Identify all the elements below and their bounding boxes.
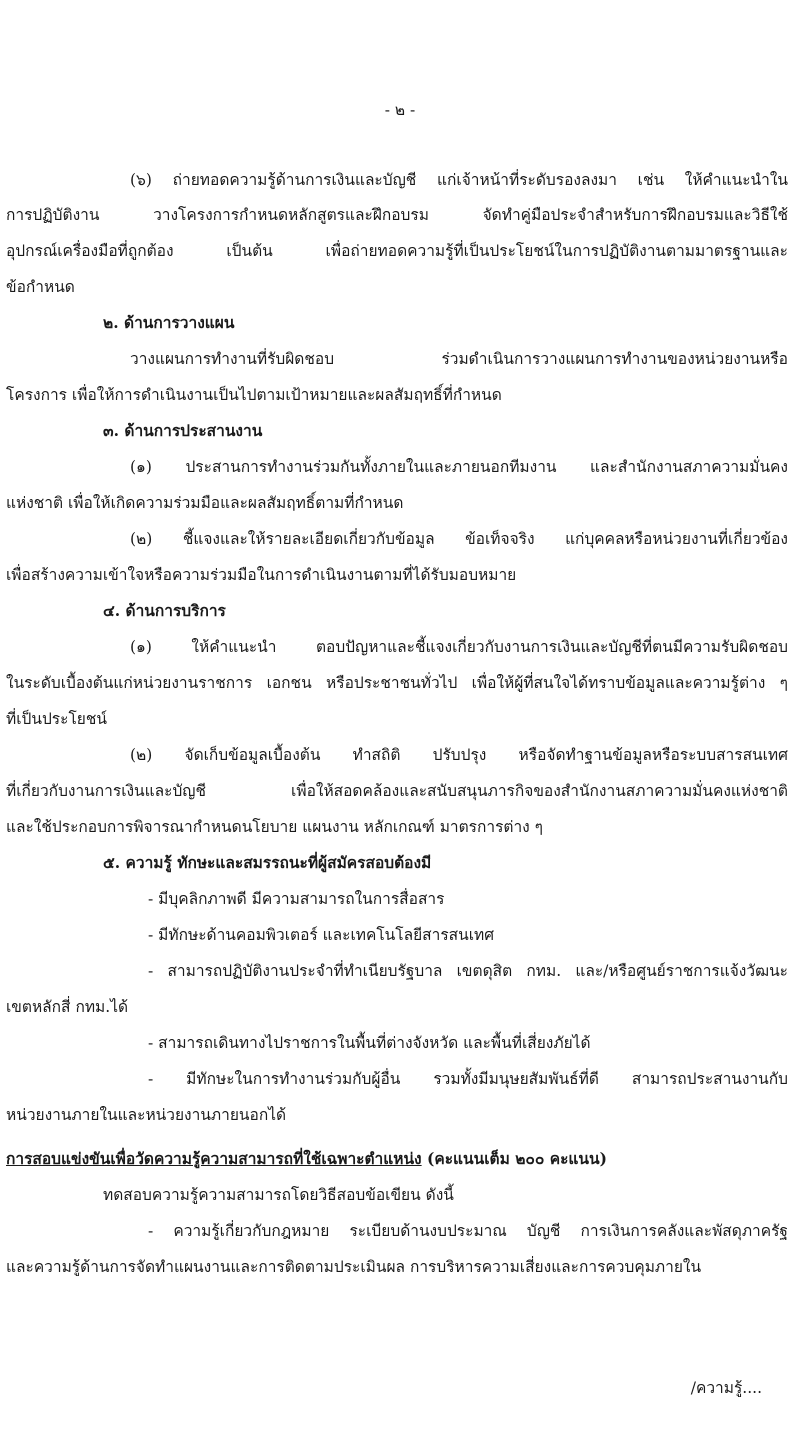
- paragraph-line: หน่วยงานภายในและหน่วยงานภายนอกได้: [6, 1106, 287, 1124]
- paragraph-line: การปฏิบัติงาน วางโครงการกำหนดหลักสูตรและฝึกอบรม จัดทำคู่มือประจำสำหรับการฝึกอบรมและวิธีใช้: [6, 206, 788, 224]
- paragraph-line: และใช้ประกอบการพิจารณากำหนดนโยบาย แผนงาน หลักเกณฑ์ มาตรการต่าง ๆ: [6, 818, 544, 836]
- paragraph-line: อุปกรณ์เครื่องมือที่ถูกต้อง เป็นต้น เพื่อถ่ายทอดความรู้ที่เป็นประโยชน์ในการปฏิบัติงานตามมาตรฐานและ: [6, 242, 788, 260]
- paragraph-line: (๖) ถ่ายทอดความรู้ด้านการเงินและบัญชี แก่เจ้าหน้าที่ระดับรองลงมา เช่น ให้คำแนะนำใน: [130, 171, 788, 189]
- section-heading-planning: ๒. ด้านการวางแผน: [103, 313, 235, 332]
- paragraph-line: ที่เกี่ยวกับงานการเงินและบัญชี เพื่อให้สอดคล้องและสนับสนุนภารกิจของสำนักงานสภาความมั่นคงแห่งชาติ: [6, 782, 788, 800]
- paragraph-line: (๑) ให้คำแนะนำ ตอบปัญหาและชี้แจงเกี่ยวกับงานการเงินและบัญชีที่ตนมีความรับผิดชอบ: [130, 638, 788, 656]
- page-number: - ๒ -: [384, 101, 416, 119]
- bullet-item: - สามารถปฏิบัติงานประจำที่ทำเนียบรัฐบาล เขตดุสิต กทม. และ/หรือศูนย์ราชการแจ้งวัฒนะ: [148, 962, 788, 980]
- paragraph-line: (๒) ชี้แจงและให้รายละเอียดเกี่ยวกับข้อมูล ข้อเท็จจริง แก่บุคคลหรือหน่วยงานที่เกี่ยวข้อง: [130, 530, 788, 548]
- bullet-item: - มีทักษะในการทำงานร่วมกับผู้อื่น รวมทั้งมีมนุษยสัมพันธ์ที่ดี สามารถประสานงานกับ: [148, 1070, 788, 1088]
- paragraph-line: เขตหลักสี่ กทม.ได้: [6, 998, 129, 1016]
- bullet-item: - มีบุคลิกภาพดี มีความสามารถในการสื่อสาร: [148, 890, 445, 908]
- section-heading-competencies: ๕. ความรู้ ทักษะและสมรรถนะที่ผู้สมัครสอบต้องมี: [103, 853, 432, 872]
- paragraph-line: (๑) ประสานการทำงานร่วมกันทั้งภายในและภายนอกทีมงาน และสำนักงานสภาความมั่นคง: [130, 458, 788, 476]
- bullet-item: - สามารถเดินทางไปราชการในพื้นที่ต่างจังหวัด และพื้นที่เสี่ยงภัยได้: [148, 1034, 591, 1052]
- paragraph-line: (๒) จัดเก็บข้อมูลเบื้องต้น ทำสถิติ ปรับปรุง หรือจัดทำฐานข้อมูลหรือระบบสารสนเทศ: [130, 746, 788, 764]
- section-heading-coordination: ๓. ด้านการประสานงาน: [103, 421, 263, 440]
- paragraph-line: และความรู้ด้านการจัดทำแผนงานและการติดตามประเมินผล การบริหารความเสี่ยงและการควบคุมภายใน: [6, 1258, 702, 1276]
- paragraph-line: แห่งชาติ เพื่อให้เกิดความร่วมมือและผลสัมฤทธิ์ตามที่กำหนด: [6, 494, 404, 512]
- paragraph-line: โครงการ เพื่อให้การดำเนินงานเป็นไปตามเป้าหมายและผลสัมฤทธิ์ที่กำหนด: [6, 386, 502, 404]
- paragraph-line: ที่เป็นประโยชน์: [6, 710, 107, 728]
- bullet-item: - ความรู้เกี่ยวกับกฎหมาย ระเบียบด้านงบประมาณ บัญชี การเงินการคลังและพัสดุภาครัฐ: [148, 1222, 788, 1240]
- bullet-item: - มีทักษะด้านคอมพิวเตอร์ และเทคโนโลยีสารสนเทศ: [148, 926, 495, 944]
- paragraph-line: วางแผนการทำงานที่รับผิดชอบ ร่วมดำเนินการวางแผนการทำงานของหน่วยงานหรือ: [130, 350, 788, 368]
- paragraph-line: ทดสอบความรู้ความสามารถโดยวิธีสอบข้อเขียน ดังนี้: [103, 1186, 454, 1204]
- exam-heading-title: การสอบแข่งขันเพื่อวัดความรู้ความสามารถที่ใช้เฉพาะตำแหน่ง: [6, 1149, 422, 1168]
- section-heading-service: ๔. ด้านการบริการ: [103, 601, 226, 620]
- paragraph-line: ในระดับเบื้องต้นแก่หน่วยงานราชการ เอกชน หรือประชาชนทั่วไป เพื่อให้ผู้ที่สนใจได้ทราบข้อมูลและความรู้ต่าง ๆ: [6, 674, 788, 692]
- paragraph-line: ข้อกำหนด: [6, 278, 75, 296]
- exam-heading: [6, 1148, 607, 1170]
- exam-heading-score: (คะแนนเต็ม ๒๐๐ คะแนน): [421, 1149, 607, 1168]
- continuation-marker: /ความรู้....: [690, 1379, 762, 1397]
- paragraph-line: เพื่อสร้างความเข้าใจหรือความร่วมมือในการดำเนินงานตามที่ได้รับมอบหมาย: [6, 566, 517, 584]
